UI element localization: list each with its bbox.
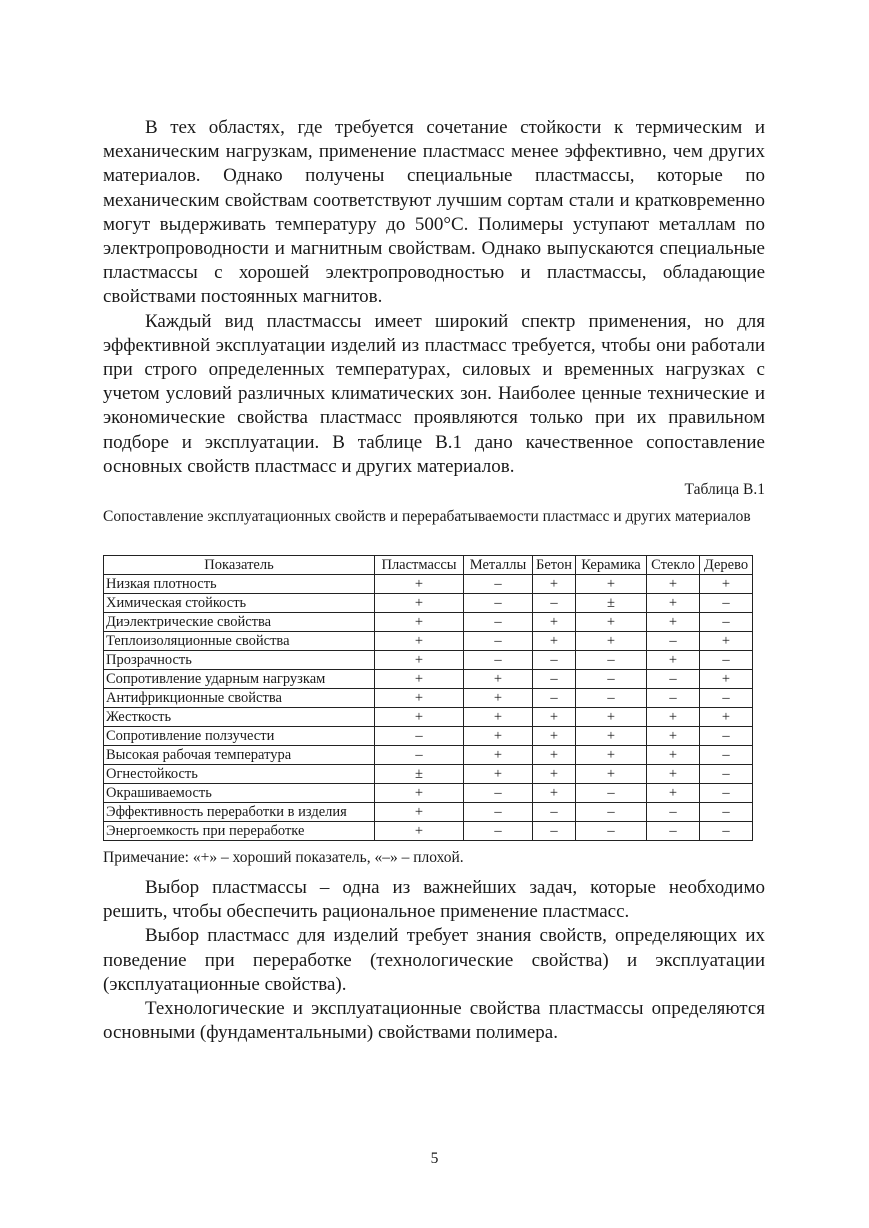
row-indicator-cell: Эффективность переработки в изделия bbox=[104, 803, 375, 822]
table-row bbox=[104, 727, 753, 746]
table-row bbox=[104, 632, 753, 651]
table-body bbox=[104, 575, 753, 841]
row-indicator-cell: Огнестойкость bbox=[104, 765, 375, 784]
header-indicator: Показатель bbox=[104, 556, 375, 575]
cell-glass: + bbox=[647, 613, 700, 632]
row-indicator-cell: Жесткость bbox=[104, 708, 375, 727]
header-plastics: Пластмассы bbox=[375, 556, 464, 575]
cell-wood: – bbox=[700, 746, 753, 765]
table-header-row bbox=[104, 556, 753, 575]
row-indicator-cell: Сопротивление ударным нагрузкам bbox=[104, 670, 375, 689]
cell-glass: – bbox=[647, 632, 700, 651]
cell-plastics: – bbox=[375, 746, 464, 765]
table-row bbox=[104, 765, 753, 784]
cell-plastics: ± bbox=[375, 765, 464, 784]
cell-ceramics: – bbox=[576, 784, 647, 803]
cell-wood: + bbox=[700, 708, 753, 727]
table-row bbox=[104, 575, 753, 594]
cell-ceramics: – bbox=[576, 670, 647, 689]
properties-comparison-table bbox=[103, 555, 753, 841]
cell-ceramics: + bbox=[576, 575, 647, 594]
header-ceramics: Керамика bbox=[576, 556, 647, 575]
cell-plastics: + bbox=[375, 613, 464, 632]
table-row bbox=[104, 689, 753, 708]
cell-glass: – bbox=[647, 822, 700, 841]
cell-wood: – bbox=[700, 803, 753, 822]
cell-glass: + bbox=[647, 784, 700, 803]
table-row bbox=[104, 822, 753, 841]
row-indicator-cell: Окрашиваемость bbox=[104, 784, 375, 803]
cell-glass: + bbox=[647, 727, 700, 746]
cell-glass: + bbox=[647, 575, 700, 594]
paragraph-thermal-mechanical: В тех областях, где требуется сочетание стойкости к термическим и механическим нагрузкам, применение пластмасс менее эффективно, чем других материалов. Однако получены специальные пластмассы, которые по механическим свойствам соответствуют лучшим сортам стали и кратковременно могут выдерживать температуру до 500°С. Полимеры уступают металлам по электропроводности и магнитным свойствам. Однако выпускаются специальные пластмассы с хорошей электропроводностью и пластмассы, обладающие свойствами постоянных магнитов. bbox=[103, 117, 765, 308]
cell-glass: – bbox=[647, 689, 700, 708]
cell-metals: + bbox=[464, 746, 533, 765]
row-indicator-cell: Низкая плотность bbox=[104, 575, 375, 594]
cell-metals: + bbox=[464, 708, 533, 727]
cell-ceramics: ± bbox=[576, 594, 647, 613]
cell-plastics: + bbox=[375, 689, 464, 708]
cell-concrete: – bbox=[533, 594, 576, 613]
cell-metals: – bbox=[464, 822, 533, 841]
table-row bbox=[104, 803, 753, 822]
cell-concrete: – bbox=[533, 651, 576, 670]
cell-wood: – bbox=[700, 594, 753, 613]
cell-wood: – bbox=[700, 689, 753, 708]
cell-metals: – bbox=[464, 613, 533, 632]
cell-metals: + bbox=[464, 670, 533, 689]
cell-plastics: + bbox=[375, 594, 464, 613]
cell-metals: + bbox=[464, 765, 533, 784]
cell-ceramics: + bbox=[576, 708, 647, 727]
cell-plastics: + bbox=[375, 784, 464, 803]
cell-wood: + bbox=[700, 632, 753, 651]
cell-glass: + bbox=[647, 746, 700, 765]
cell-glass: – bbox=[647, 670, 700, 689]
table-title: Сопоставление эксплуатационных свойств и перерабатываемости пластмасс и других материалов bbox=[103, 508, 751, 525]
cell-ceramics: + bbox=[576, 765, 647, 784]
cell-ceramics: + bbox=[576, 632, 647, 651]
cell-glass: + bbox=[647, 765, 700, 784]
cell-plastics: – bbox=[375, 727, 464, 746]
table-row bbox=[104, 613, 753, 632]
cell-metals: – bbox=[464, 594, 533, 613]
paragraph-fundamental-properties: Технологические и эксплуатационные свойства пластмассы определяются основными (фундаментальными) свойствами полимера. bbox=[103, 998, 765, 1044]
cell-ceramics: – bbox=[576, 651, 647, 670]
header-glass: Стекло bbox=[647, 556, 700, 575]
table-row bbox=[104, 708, 753, 727]
row-indicator-cell: Химическая стойкость bbox=[104, 594, 375, 613]
cell-concrete: – bbox=[533, 803, 576, 822]
cell-wood: – bbox=[700, 784, 753, 803]
table-row bbox=[104, 670, 753, 689]
cell-glass: + bbox=[647, 594, 700, 613]
cell-glass: + bbox=[647, 708, 700, 727]
intro-text bbox=[103, 116, 765, 479]
cell-plastics: + bbox=[375, 651, 464, 670]
header-metals: Металлы bbox=[464, 556, 533, 575]
cell-metals: – bbox=[464, 632, 533, 651]
cell-ceramics: + bbox=[576, 613, 647, 632]
cell-plastics: + bbox=[375, 670, 464, 689]
cell-glass: – bbox=[647, 803, 700, 822]
cell-wood: – bbox=[700, 765, 753, 784]
cell-metals: – bbox=[464, 651, 533, 670]
header-concrete: Бетон bbox=[533, 556, 576, 575]
cell-plastics: + bbox=[375, 803, 464, 822]
table-caption: Таблица В.1 bbox=[684, 481, 765, 498]
cell-ceramics: – bbox=[576, 689, 647, 708]
cell-plastics: + bbox=[375, 822, 464, 841]
header-wood: Дерево bbox=[700, 556, 753, 575]
row-indicator-cell: Диэлектрические свойства bbox=[104, 613, 375, 632]
row-indicator-cell: Сопротивление ползучести bbox=[104, 727, 375, 746]
cell-concrete: + bbox=[533, 613, 576, 632]
cell-metals: – bbox=[464, 803, 533, 822]
cell-wood: + bbox=[700, 575, 753, 594]
conclusion-text bbox=[103, 876, 765, 1045]
cell-concrete: – bbox=[533, 670, 576, 689]
cell-glass: + bbox=[647, 651, 700, 670]
cell-wood: + bbox=[700, 670, 753, 689]
cell-metals: – bbox=[464, 784, 533, 803]
cell-metals: + bbox=[464, 689, 533, 708]
cell-concrete: + bbox=[533, 765, 576, 784]
cell-concrete: + bbox=[533, 708, 576, 727]
paragraph-choice-knowledge: Выбор пластмасс для изделий требует знания свойств, определяющих их поведение при переработке (технологические свойства) и эксплуатации (эксплуатационные свойства). bbox=[103, 925, 765, 995]
cell-ceramics: + bbox=[576, 746, 647, 765]
cell-concrete: + bbox=[533, 727, 576, 746]
cell-ceramics: – bbox=[576, 822, 647, 841]
cell-concrete: – bbox=[533, 822, 576, 841]
cell-wood: – bbox=[700, 651, 753, 670]
cell-wood: – bbox=[700, 613, 753, 632]
cell-plastics: + bbox=[375, 632, 464, 651]
cell-wood: – bbox=[700, 822, 753, 841]
cell-wood: – bbox=[700, 727, 753, 746]
cell-concrete: – bbox=[533, 689, 576, 708]
table-row bbox=[104, 746, 753, 765]
paragraph-choice-importance: Выбор пластмассы – одна из важнейших задач, которые необходимо решить, чтобы обеспечить рациональное применение пластмасс. bbox=[103, 877, 765, 923]
cell-ceramics: + bbox=[576, 727, 647, 746]
cell-concrete: + bbox=[533, 575, 576, 594]
cell-metals: + bbox=[464, 727, 533, 746]
table-note: Примечание: «+» – хороший показатель, «–» – плохой. bbox=[103, 849, 464, 866]
cell-concrete: + bbox=[533, 784, 576, 803]
table-row bbox=[104, 594, 753, 613]
table-row bbox=[104, 651, 753, 670]
row-indicator-cell: Антифрикционные свойства bbox=[104, 689, 375, 708]
page-number: 5 bbox=[430, 1150, 439, 1167]
cell-plastics: + bbox=[375, 708, 464, 727]
cell-ceramics: – bbox=[576, 803, 647, 822]
row-indicator-cell: Высокая рабочая температура bbox=[104, 746, 375, 765]
row-indicator-cell: Прозрачность bbox=[104, 651, 375, 670]
row-indicator-cell: Теплоизоляционные свойства bbox=[104, 632, 375, 651]
cell-concrete: + bbox=[533, 632, 576, 651]
row-indicator-cell: Энергоемкость при переработке bbox=[104, 822, 375, 841]
cell-plastics: + bbox=[375, 575, 464, 594]
paragraph-application-range: Каждый вид пластмассы имеет широкий спектр применения, но для эффективной эксплуатации изделий из пластмасс требуется, чтобы они работали при строго определенных температурах, силовых и временных нагрузках с учетом условий различных климатических зон. Наиболее ценные технические и экономические свойства пластмасс проявляются только при их правильном подборе и эксплуатации. В таблице В.1 дано качественное сопоставление основных свойств пластмасс и других материалов. bbox=[103, 310, 765, 477]
cell-metals: – bbox=[464, 575, 533, 594]
table-row bbox=[104, 784, 753, 803]
cell-concrete: + bbox=[533, 746, 576, 765]
